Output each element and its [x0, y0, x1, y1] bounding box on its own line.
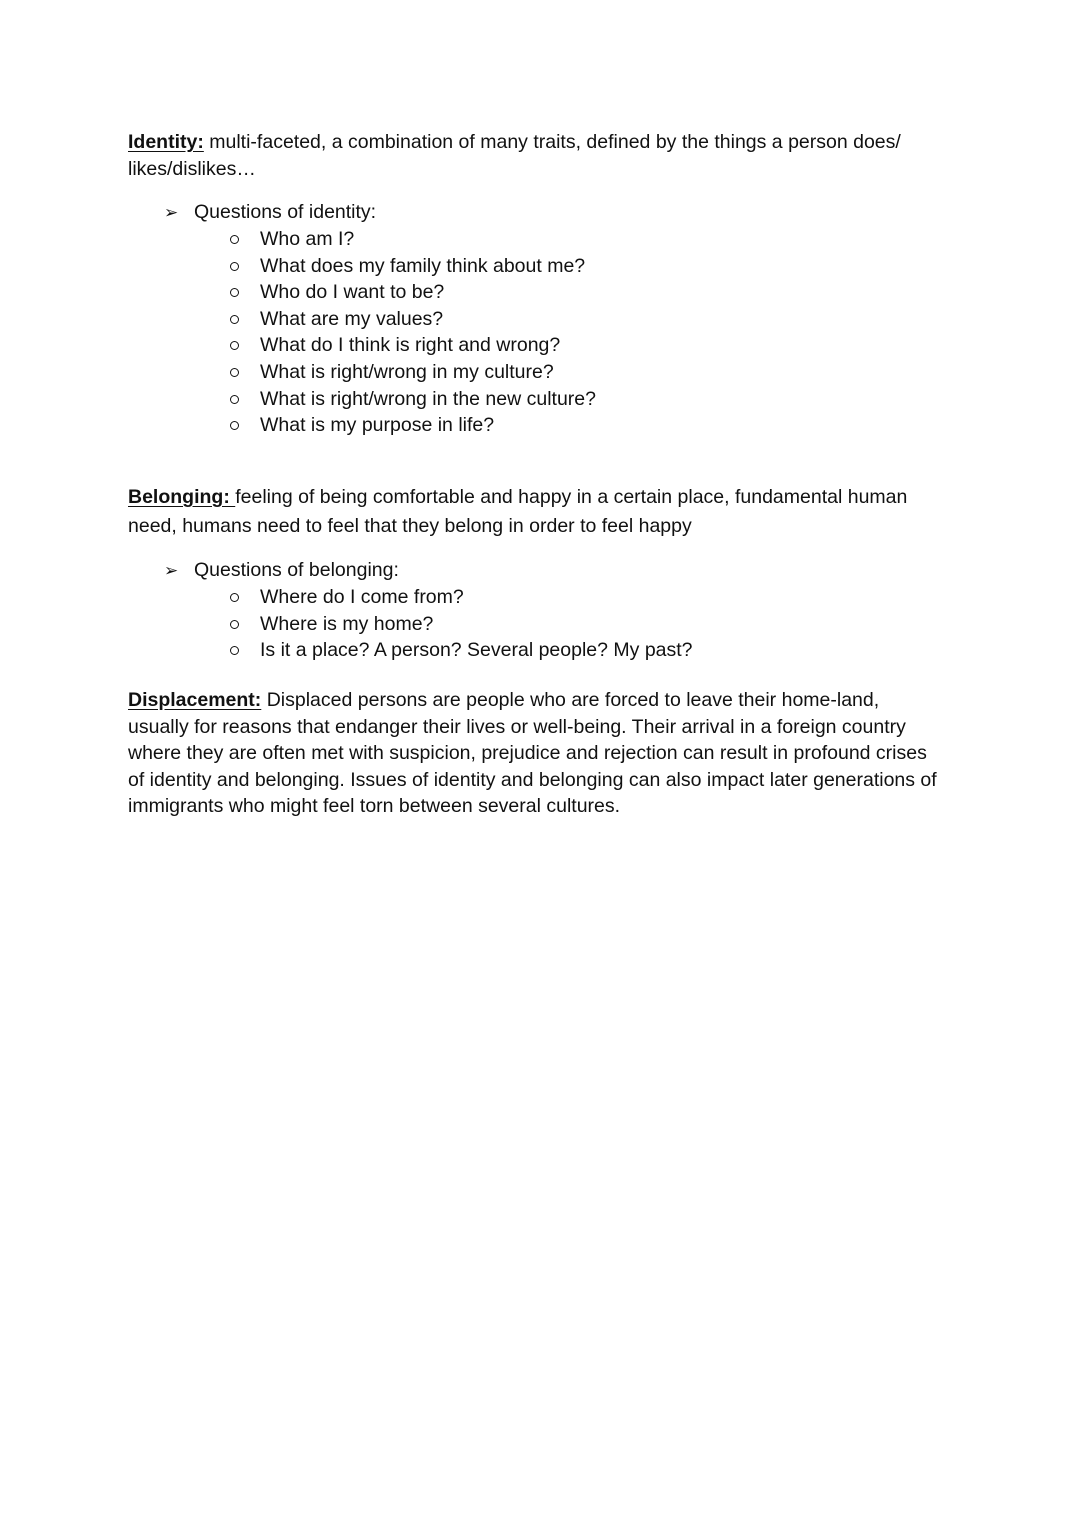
hollow-circle-bullet-icon — [230, 341, 239, 350]
hollow-circle-bullet-icon — [230, 421, 239, 430]
question-text: What does my family think about me? — [260, 254, 586, 277]
list-item — [230, 253, 938, 280]
list-item — [230, 279, 938, 306]
list-item — [230, 412, 938, 439]
identity-question-list — [164, 226, 938, 439]
identity-definition: multi-faceted, a combination of many traits, defined by the things a person does/ likes/dislikes… — [128, 131, 901, 180]
belonging-section — [128, 483, 938, 664]
belonging-paragraph — [128, 483, 938, 541]
identity-subheading — [164, 199, 938, 226]
question-text: What are my values? — [260, 307, 444, 330]
displacement-definition: Displaced persons are people who are forced to leave their home-land, usually for reasons that endanger their lives or well-being. Their arrival in a foreign country where they are often met with suspicion, prejudice and rejection can result in profound crises of identity and belonging. Issues of identity and belonging can also impact later generations of immigrants who might feel torn between several cultures. — [128, 689, 937, 818]
belonging-definition: feeling of being comfortable and happy in a certain place, fundamental human need, humans need to feel that they belong in order to feel happy — [128, 486, 908, 537]
hollow-circle-bullet-icon — [230, 288, 239, 297]
belonging-subheading-text: Questions of belonging: — [194, 559, 399, 581]
displacement-term: Displacement: — [128, 689, 262, 711]
hollow-circle-bullet-icon — [230, 262, 239, 271]
hollow-circle-bullet-icon — [230, 315, 239, 324]
list-item — [230, 306, 938, 333]
list-item — [230, 359, 938, 386]
hollow-circle-bullet-icon — [230, 620, 239, 629]
list-item — [230, 584, 938, 611]
belonging-subheading — [164, 557, 938, 584]
displacement-paragraph — [128, 687, 938, 820]
question-text: What is my purpose in life? — [260, 414, 495, 437]
displacement-section — [128, 687, 938, 820]
belonging-questions-block — [164, 557, 938, 664]
question-text: Who do I want to be? — [260, 281, 445, 304]
list-item — [230, 226, 938, 253]
list-item — [230, 611, 938, 638]
question-text: Who am I? — [260, 228, 355, 250]
arrowhead-bullet-icon: ➢ — [164, 561, 179, 580]
identity-subheading-text: Questions of identity: — [194, 201, 377, 223]
question-text: Where do I come from? — [260, 586, 464, 608]
hollow-circle-bullet-icon — [230, 368, 239, 377]
question-text: Is it a place? A person? Several people? My past? — [260, 639, 693, 662]
question-text: What is right/wrong in the new culture? — [260, 387, 596, 410]
question-text: Where is my home? — [260, 612, 434, 635]
hollow-circle-bullet-icon — [230, 235, 239, 244]
question-text: What do I think is right and wrong? — [260, 334, 561, 357]
list-item — [230, 332, 938, 359]
identity-term: Identity: — [128, 131, 204, 153]
identity-questions-block — [164, 199, 938, 439]
identity-paragraph — [128, 129, 938, 183]
belonging-term: Belonging: — [128, 486, 236, 508]
arrowhead-bullet-icon: ➢ — [164, 203, 179, 222]
identity-section — [128, 129, 938, 439]
hollow-circle-bullet-icon — [230, 646, 239, 655]
list-item — [230, 637, 938, 664]
belonging-question-list — [164, 584, 938, 664]
list-item — [230, 386, 938, 413]
hollow-circle-bullet-icon — [230, 593, 239, 602]
question-text: What is right/wrong in my culture? — [260, 360, 554, 383]
hollow-circle-bullet-icon — [230, 395, 239, 404]
